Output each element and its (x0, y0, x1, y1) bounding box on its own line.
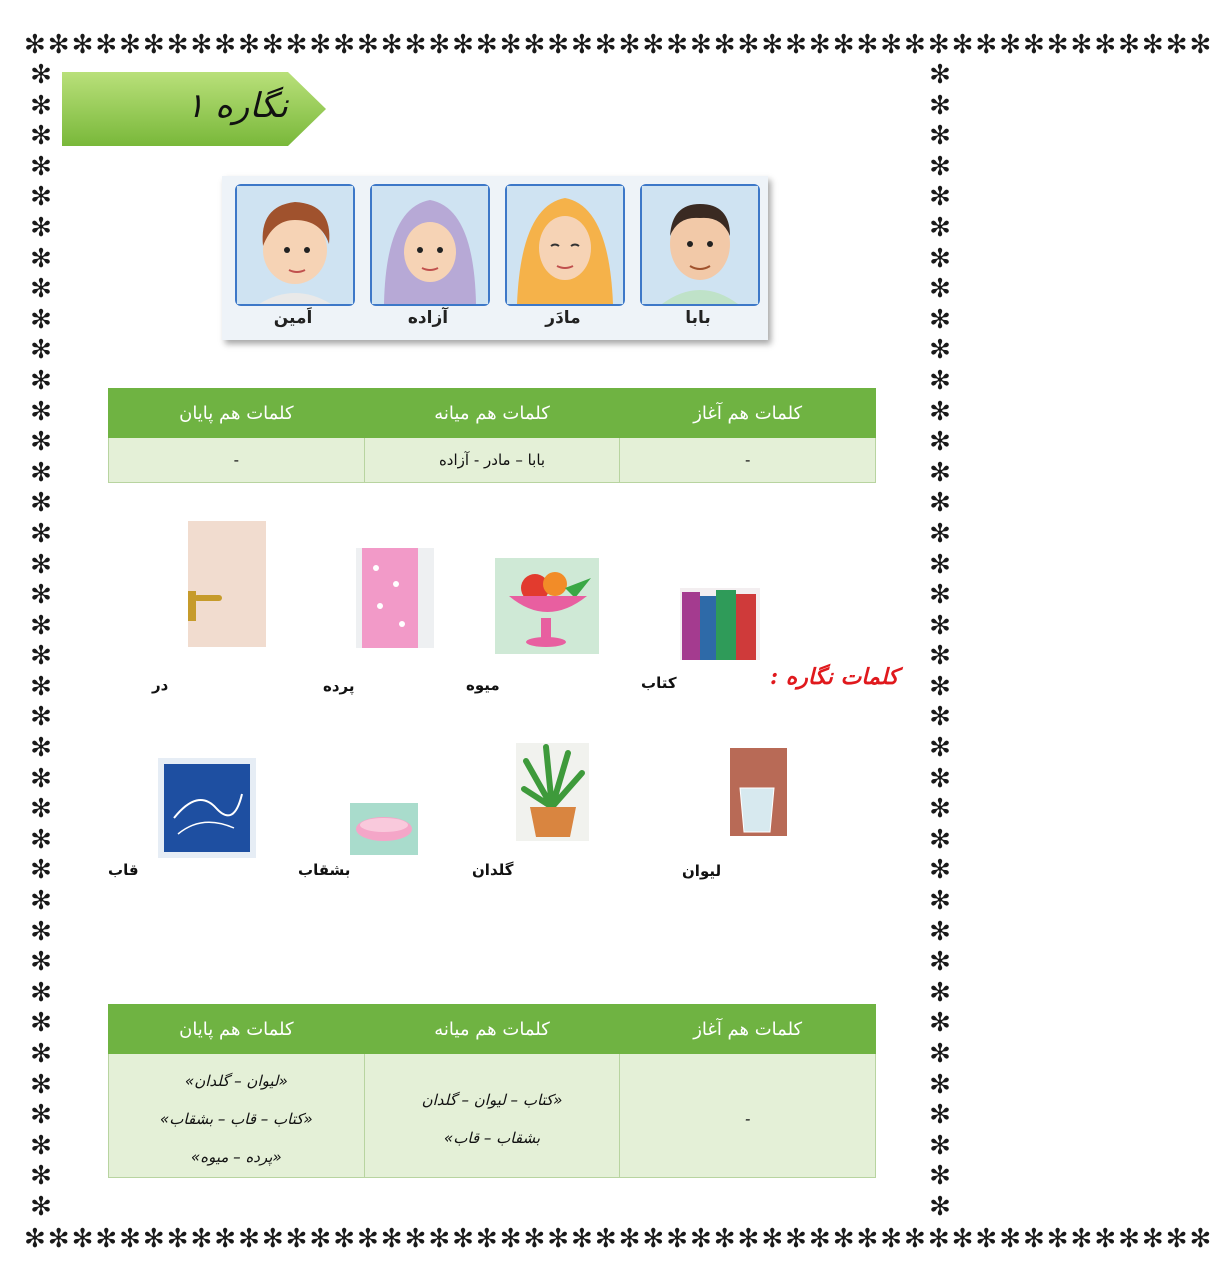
portrait-boy (235, 184, 355, 306)
table-row (109, 1054, 876, 1178)
object-label-book: کتاب (641, 674, 677, 692)
decorative-border-bottom: ✻✻✻✻✻✻✻✻✻✻✻✻✻✻✻✻✻✻✻✻✻✻✻✻✻✻✻✻✻✻✻✻✻✻✻✻✻✻✻✻✻✻✻✻✻✻✻✻✻✻ (24, 1224, 1213, 1254)
table-row (109, 438, 876, 483)
portrait-girl (370, 184, 490, 306)
section-label: کلمات نگاره : (770, 664, 899, 690)
decorative-border-left: ✻ ✻ ✻ ✻ ✻ ✻ ✻ ✻ ✻ ✻ ✻ ✻ ✻ ✻ ✻ ✻ ✻ ✻ ✻ ✻ ✻ ✻ ✻ ✻ ✻ ✻ ✻ ✻ ✻ ✻ ✻ ✻ ✻ ✻ ✻ ✻ ✻ ✻ (30, 60, 52, 1222)
flowerpot-picture (516, 743, 589, 841)
page-title: نگاره ۱ (186, 86, 288, 126)
portrait-father (640, 184, 760, 306)
cell-line: «کتاب – قاب – بشقاب» (160, 1110, 313, 1128)
glass-picture (730, 748, 787, 836)
cell-line: - (744, 1110, 751, 1128)
curtain-picture (356, 548, 434, 648)
table-header: کلمات هم پایان (109, 1005, 365, 1054)
family-picture-strip (222, 176, 768, 340)
table-cell (620, 1054, 876, 1178)
cell-line: بشقاب – قاب» (444, 1129, 541, 1147)
cell-line: «پرده – میوه» (190, 1148, 282, 1166)
door-picture (188, 521, 266, 647)
object-label-fruit: میوه (466, 676, 500, 694)
cell-line: «کتاب – لیوان – گلدان (421, 1091, 563, 1109)
table-header: کلمات هم میانه (364, 1005, 620, 1054)
table-cell: - (109, 438, 365, 483)
table-header: کلمات هم پایان (109, 389, 365, 438)
decorative-border-top: ✻✻✻✻✻✻✻✻✻✻✻✻✻✻✻✻✻✻✻✻✻✻✻✻✻✻✻✻✻✻✻✻✻✻✻✻✻✻✻✻✻✻✻✻✻✻✻✻✻✻ (24, 30, 1213, 60)
portrait-mother (505, 184, 625, 306)
object-label-flowerpot: گلدان (472, 861, 514, 879)
object-label-door: در (152, 676, 169, 694)
portrait-label: آزاده (407, 308, 449, 328)
object-label-glass: لیوان (682, 862, 722, 880)
object-label-curtain: پرده (323, 677, 355, 695)
decorative-border-right: ✻ ✻ ✻ ✻ ✻ ✻ ✻ ✻ ✻ ✻ ✻ ✻ ✻ ✻ ✻ ✻ ✻ ✻ ✻ ✻ ✻ ✻ ✻ ✻ ✻ ✻ ✻ ✻ ✻ ✻ ✻ ✻ ✻ ✻ ✻ ✻ ✻ ✻ (929, 60, 951, 1222)
cell-line: «لیوان – گلدان» (184, 1072, 288, 1090)
table-cell (364, 1054, 620, 1178)
table-header: کلمات هم میانه (364, 389, 620, 438)
word-table-objects (108, 1004, 876, 1178)
table-cell: - (620, 438, 876, 483)
table-header: کلمات هم آغاز (620, 389, 876, 438)
portrait-label: اَمین (273, 308, 313, 328)
title-banner (62, 72, 326, 146)
table-header: کلمات هم آغاز (620, 1005, 876, 1054)
table-cell: بابا – مادر - آزاده (364, 438, 620, 483)
portrait-label: بابا (685, 308, 711, 328)
table-cell (109, 1054, 365, 1178)
object-label-plate: بشقاب (298, 861, 351, 879)
fruit-bowl-picture (495, 558, 599, 654)
word-table-family (108, 388, 876, 483)
portrait-label: مادَر (545, 308, 581, 328)
plate-picture (350, 803, 418, 855)
object-label-frame: قاب (108, 861, 139, 879)
frame-picture (158, 758, 256, 858)
books-picture (680, 588, 760, 660)
